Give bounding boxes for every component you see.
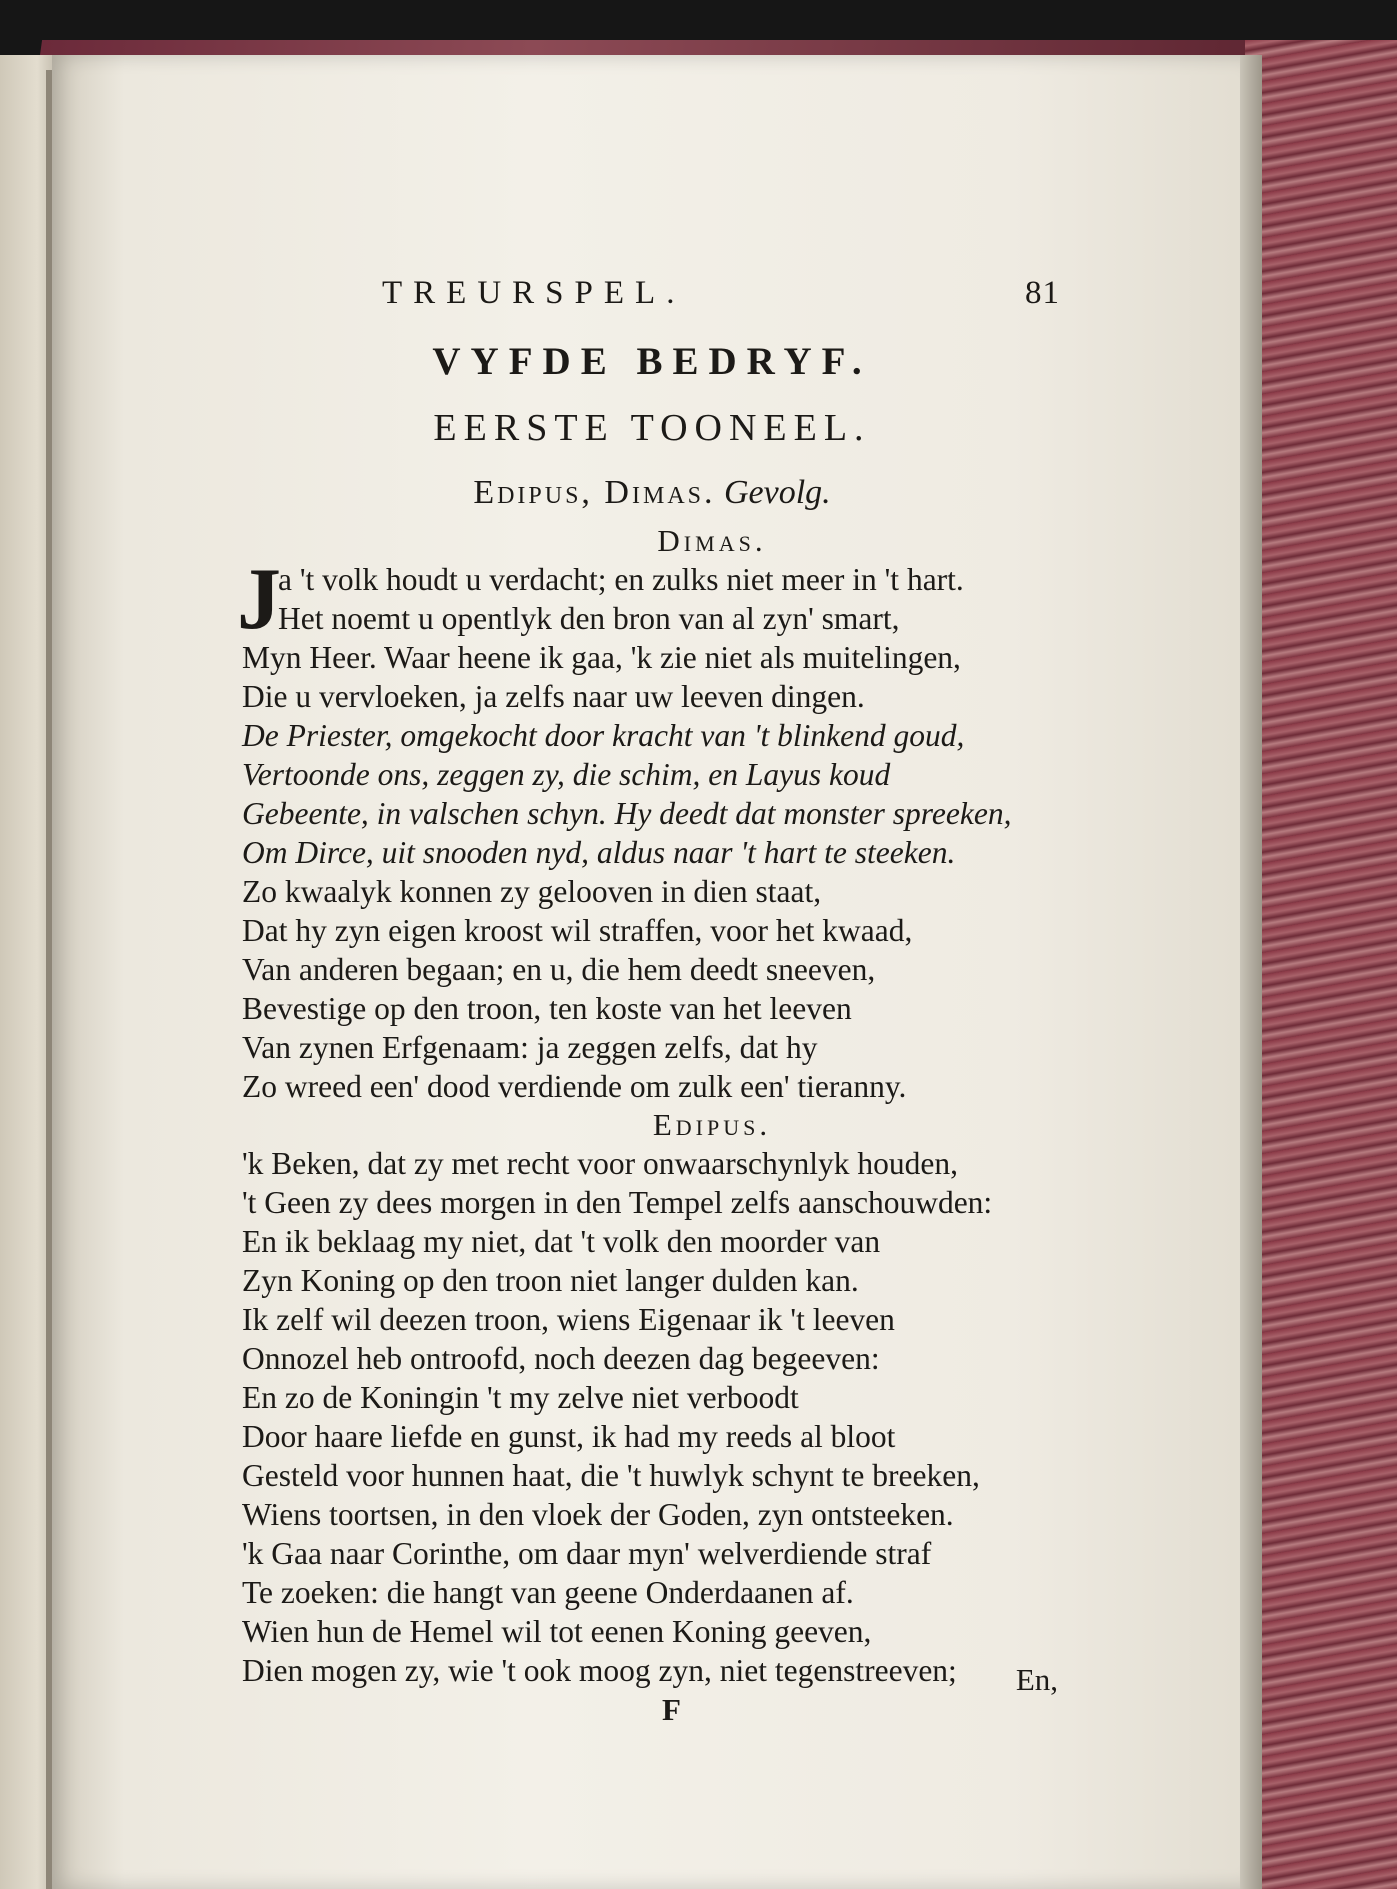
verse-line: Gebeente, in valschen schyn. Hy deedt dat monster spreeken,: [242, 796, 1012, 831]
verse-line: Bevestige op den troon, ten koste van het leeven: [242, 991, 852, 1026]
verse-line: Zo kwaalyk konnen zy gelooven in dien staat,: [242, 874, 822, 909]
scene-title: EERSTE TOONEEL.: [433, 407, 871, 449]
act-title: VYFDE BEDRYF.: [432, 340, 872, 383]
verse-line: De Priester, omgekocht door kracht van 't blinkend goud,: [242, 718, 965, 753]
verse-line: Wien hun de Hemel wil tot eenen Koning geeven,: [242, 1614, 872, 1649]
verse-lines: [242, 1144, 1062, 1690]
verse-line: Van anderen begaan; en u, die hem deedt sneeven,: [242, 952, 876, 987]
verse-line: Door haare liefde en gunst, ik had my reeds al bloot: [242, 1419, 896, 1454]
verse-line: Zo wreed een' dood verdiende om zulk een' tieranny.: [242, 1069, 907, 1104]
verse-line: Zyn Koning op den troon niet langer dulden kan.: [242, 1263, 859, 1298]
verse-line: Gesteld voor hunnen haat, die 't huwlyk schynt te breeken,: [242, 1458, 980, 1493]
page-content: [237, 275, 1062, 1732]
verse-line: Wiens toortsen, in den vloek der Goden, zyn ontsteeken.: [242, 1497, 954, 1532]
page-edge: [1240, 55, 1262, 1889]
catchword: En,: [1015, 1662, 1058, 1697]
verse-line: Te zoeken: die hangt van geene Onderdaanen af.: [242, 1575, 854, 1610]
marbled-cover: [1245, 40, 1397, 1889]
verse-line: Om Dirce, uit snooden nyd, aldus naar 't hart te steeken.: [242, 835, 956, 870]
verse-line: 'k Beken, dat zy met recht voor onwaarschynlyk houden,: [242, 1146, 958, 1181]
speech-block: [237, 551, 1062, 1106]
cast-extra: Gevolg.: [724, 474, 831, 511]
verse-line: Onnozel heb ontroofd, noch deezen dag begeeven:: [242, 1341, 880, 1376]
verse-line: Het noemt u opentlyk den bron van al zyn' smart,: [278, 601, 900, 636]
verse-line: Dat hy zyn eigen kroost wil straffen, voor het kwaad,: [242, 913, 913, 948]
verse-line: Die u vervloeken, ja zelfs naar uw leeven dingen.: [242, 679, 865, 714]
verse-line: Ik zelf wil deezen troon, wiens Eigenaar ik 't leeven: [242, 1302, 895, 1337]
verse-line: Dien mogen zy, wie 't ook moog zyn, niet tegenstreeven;: [242, 1653, 957, 1688]
page-number: 81: [1025, 275, 1060, 311]
verse-line: En ik beklaag my niet, dat 't volk den moorder van: [242, 1224, 881, 1259]
verse-line: a 't volk houdt u verdacht; en zulks niet meer in 't hart.: [278, 562, 964, 597]
running-title: TREURSPEL.: [382, 275, 686, 311]
speaker-heading: Edipus.: [652, 1107, 772, 1142]
cast-list: [242, 474, 1062, 512]
drop-cap: J: [237, 551, 281, 648]
signature-mark: F: [662, 1692, 681, 1727]
verse-line: 'k Gaa naar Corinthe, om daar myn' welverdiende straf: [242, 1536, 932, 1571]
verse-line: Van zynen Erfgenaam: ja zeggen zelfs, dat hy: [242, 1030, 818, 1065]
verse-line: En zo de Koningin 't my zelve niet verboodt: [242, 1380, 799, 1415]
verse-line: Myn Heer. Waar heene ik gaa, 'k zie niet als muitelingen,: [242, 640, 961, 675]
verse-line: 't Geen zy dees morgen in den Tempel zelfs aanschouwden:: [242, 1185, 993, 1220]
cast-names: Edipus, Dimas.: [473, 474, 716, 511]
verse-lines: [242, 560, 1062, 1106]
verse-line: Vertoonde ons, zeggen zy, die schim, en Layus koud: [242, 757, 891, 792]
book-page: [52, 55, 1252, 1889]
running-header: [242, 275, 1062, 325]
speaker-heading: Dimas.: [657, 523, 767, 558]
